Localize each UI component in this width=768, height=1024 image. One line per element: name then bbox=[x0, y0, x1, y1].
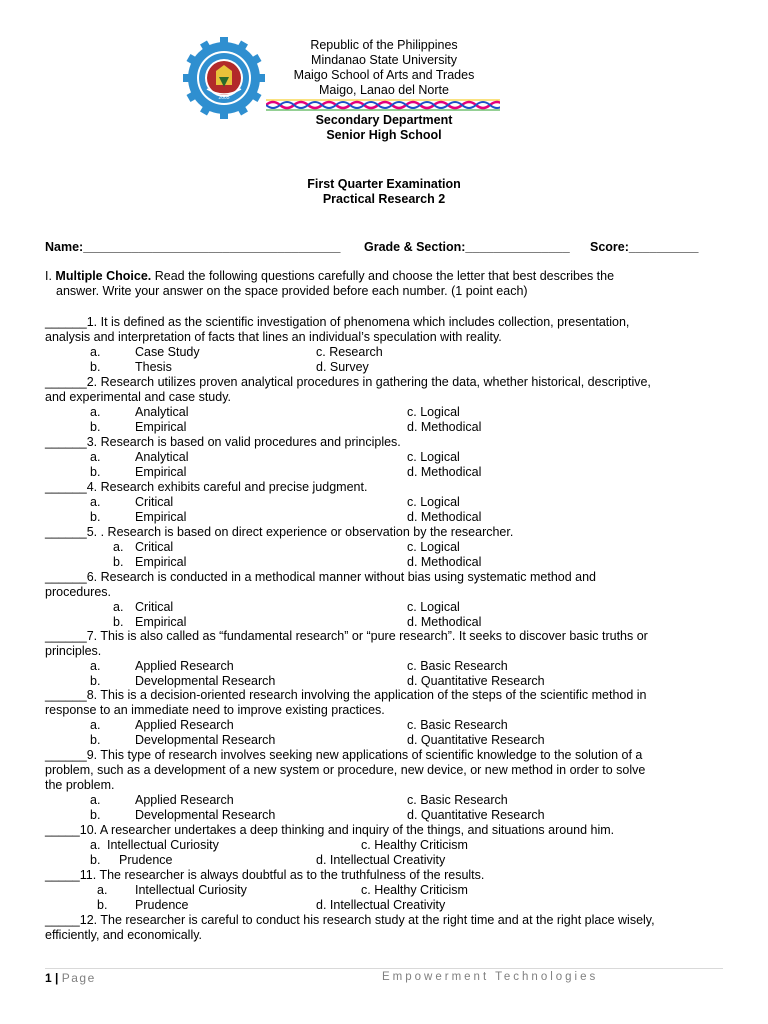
option-text: c. Healthy Criticism bbox=[361, 883, 468, 897]
option-text: Empirical bbox=[135, 510, 187, 524]
subject-title: Practical Research 2 bbox=[322, 192, 446, 206]
option-text: c. Research bbox=[316, 345, 383, 359]
option-letter: a. bbox=[90, 718, 101, 732]
option-letter: b. bbox=[90, 465, 101, 479]
option-letter: a. bbox=[90, 659, 101, 673]
instructions-label: Multiple Choice. bbox=[55, 269, 152, 283]
option-text: Thesis bbox=[135, 360, 172, 374]
option-letter: b. bbox=[113, 555, 124, 569]
option-text: c. Basic Research bbox=[407, 793, 508, 807]
option-letter: a. bbox=[113, 540, 124, 554]
option-text: Critical bbox=[135, 600, 174, 614]
instructions-line-2: answer. Write your answer on the space provided before each number. (1 point each) bbox=[56, 284, 528, 298]
option-text: Case Study bbox=[135, 345, 200, 359]
option-letter: a. bbox=[90, 495, 101, 509]
option-text: d. Intellectual Creativity bbox=[316, 898, 446, 912]
option-letter: a. bbox=[90, 405, 101, 419]
question-8-line-2: response to an immediate need to improve existing practices. bbox=[45, 703, 385, 717]
question-7-line-2: principles. bbox=[45, 644, 102, 658]
header-line-2: Mindanao State University bbox=[311, 53, 457, 67]
option-text: Critical bbox=[135, 495, 174, 509]
question-7-line-1: ______7. This is also called as “fundamental research” or “pure research”. It seeks to discover basic truths or bbox=[45, 629, 648, 643]
question-9-line-1: ______9. This type of research involves seeking new applications of scientific knowledge to the solution of a bbox=[45, 748, 643, 762]
question-6-line-2: procedures. bbox=[45, 585, 112, 599]
level: Senior High School bbox=[326, 128, 442, 142]
option-letter: b. bbox=[97, 898, 108, 912]
question-9-line-2: problem, such as a development of a new system or procedure, new device, or new method in order to solve bbox=[45, 763, 646, 777]
option-text: d. Methodical bbox=[407, 555, 482, 569]
option-text: Developmental Research bbox=[135, 674, 276, 688]
option-letter: a. bbox=[90, 838, 101, 852]
header-line-3: Maigo School of Arts and Trades bbox=[293, 68, 475, 82]
option-text: d. Quantitative Research bbox=[407, 808, 545, 822]
option-text: Analytical bbox=[135, 405, 189, 419]
option-text: d. Quantitative Research bbox=[407, 733, 545, 747]
option-text: Prudence bbox=[119, 853, 173, 867]
option-text: Analytical bbox=[135, 450, 189, 464]
question-6-line-1: ______6. Research is conducted in a methodical manner without bias using systematic method and bbox=[45, 570, 597, 584]
option-text: Empirical bbox=[135, 615, 187, 629]
option-letter: a. bbox=[90, 345, 101, 359]
option-text: Empirical bbox=[135, 420, 187, 434]
question-1-line-1: ______1. It is defined as the scientific investigation of phenomena which includes collection, presentation, bbox=[45, 315, 630, 329]
option-text: c. Logical bbox=[407, 495, 460, 509]
option-letter: b. bbox=[90, 674, 101, 688]
header-line-4: Maigo, Lanao del Norte bbox=[319, 83, 449, 97]
header-line-1: Republic of the Philippines bbox=[310, 38, 458, 52]
question-2-line-1: ______2. Research utilizes proven analytical procedures in gathering the data, whether historical, descriptive, bbox=[45, 375, 651, 389]
seal-year: 2005 bbox=[218, 95, 230, 101]
option-text: Applied Research bbox=[135, 718, 234, 732]
score-field[interactable]: Score:__________ bbox=[590, 240, 699, 254]
grade-section-field[interactable]: Grade & Section:_______________ bbox=[364, 240, 570, 254]
option-text: Applied Research bbox=[135, 793, 234, 807]
footer-page-number: 1 | Page bbox=[45, 971, 96, 985]
option-text: Applied Research bbox=[135, 659, 234, 673]
option-text: d. Methodical bbox=[407, 510, 482, 524]
option-text: Prudence bbox=[135, 898, 189, 912]
option-text: d. Intellectual Creativity bbox=[316, 853, 446, 867]
option-text: c. Basic Research bbox=[407, 659, 508, 673]
question-8-line-1: ______8. This is a decision-oriented research involving the application of the steps of the scientific method in bbox=[45, 688, 647, 702]
question-11-line-1: _____11. The researcher is always doubtful as to the truthfulness of the results. bbox=[45, 868, 485, 882]
option-text: Developmental Research bbox=[135, 808, 276, 822]
option-text: d. Methodical bbox=[407, 465, 482, 479]
option-letter: b. bbox=[90, 420, 101, 434]
option-text: Critical bbox=[135, 540, 174, 554]
question-9-line-3: the problem. bbox=[45, 778, 115, 792]
exam-title: First Quarter Examination bbox=[307, 177, 461, 191]
option-text: c. Basic Research bbox=[407, 718, 508, 732]
question-2-line-2: and experimental and case study. bbox=[45, 390, 231, 404]
name-field[interactable]: Name:_____________________________________ bbox=[45, 240, 341, 254]
footer-divider bbox=[45, 968, 723, 969]
option-text: c. Logical bbox=[407, 600, 460, 614]
option-letter: a. bbox=[90, 450, 101, 464]
footer-page-word: Page bbox=[61, 971, 96, 985]
option-letter: b. bbox=[90, 808, 101, 822]
option-text: d. Survey bbox=[316, 360, 369, 374]
option-text: d. Methodical bbox=[407, 615, 482, 629]
footer-subject: Empowerment Technologies bbox=[382, 971, 599, 983]
option-letter: b. bbox=[90, 733, 101, 747]
option-text: c. Healthy Criticism bbox=[361, 838, 468, 852]
option-text: Developmental Research bbox=[135, 733, 276, 747]
option-text: Empirical bbox=[135, 465, 187, 479]
option-text: Intellectual Curiosity bbox=[107, 838, 219, 852]
question-5-line-1: ______5. . Research is based on direct experience or observation by the researcher. bbox=[45, 525, 514, 539]
option-text: c. Logical bbox=[407, 540, 460, 554]
question-3-line-1: ______3. Research is based on valid procedures and principles. bbox=[45, 435, 401, 449]
option-text: d. Quantitative Research bbox=[407, 674, 545, 688]
instructions-line-1: I. Multiple Choice. Read the following questions carefully and choose the letter that best describes the bbox=[45, 269, 615, 283]
department: Secondary Department bbox=[315, 113, 453, 127]
option-letter: a. bbox=[113, 600, 124, 614]
decorative-border-strip bbox=[266, 99, 500, 111]
option-letter: b. bbox=[90, 853, 101, 867]
question-4-line-1: ______4. Research exhibits careful and precise judgment. bbox=[45, 480, 368, 494]
option-letter: b. bbox=[90, 360, 101, 374]
option-letter: a. bbox=[97, 883, 108, 897]
option-text: Empirical bbox=[135, 555, 187, 569]
option-text: Intellectual Curiosity bbox=[135, 883, 247, 897]
option-text: c. Logical bbox=[407, 450, 460, 464]
option-text: c. Logical bbox=[407, 405, 460, 419]
option-letter: a. bbox=[90, 793, 101, 807]
question-12-line-1: _____12. The researcher is careful to conduct his research study at the right time and at the right place wisely, bbox=[45, 913, 655, 927]
question-12-line-2: efficiently, and economically. bbox=[45, 928, 203, 942]
option-text: d. Methodical bbox=[407, 420, 482, 434]
question-1-line-2: analysis and interpretation of facts that lines an individual’s speculation with reality. bbox=[45, 330, 502, 344]
option-letter: b. bbox=[113, 615, 124, 629]
option-letter: b. bbox=[90, 510, 101, 524]
question-10-line-1: _____10. A researcher undertakes a deep thinking and inquiry of the things, and situations around him. bbox=[45, 823, 615, 837]
